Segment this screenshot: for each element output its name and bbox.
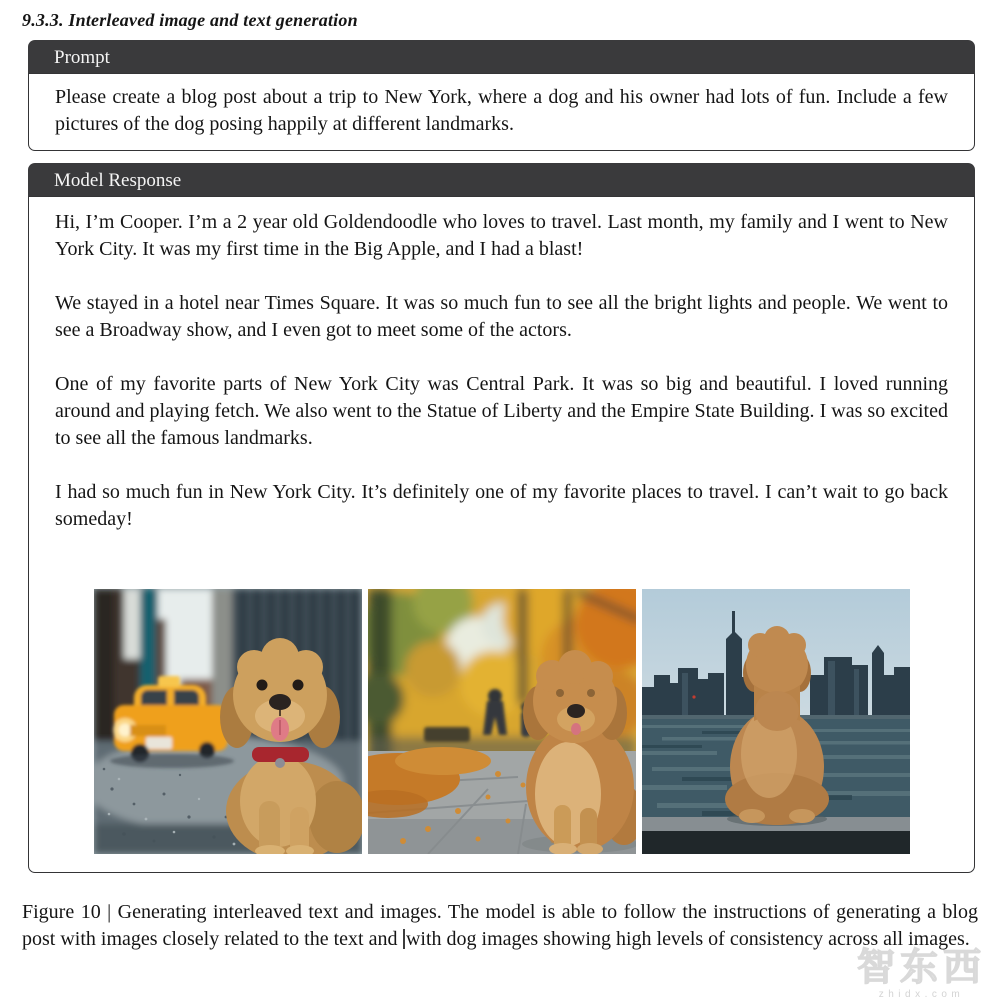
prompt-body (28, 73, 975, 151)
figure-caption (22, 899, 978, 953)
response-paragraph: One of my favorite parts of New York City was Central Park. It was so big and beautiful. I loved running around and playing fetch. We also went to the Statue of Liberty and the Empire State Building. I was so excited to see all the famous landmarks. (55, 373, 948, 449)
generated-image-dog-taxi (94, 589, 362, 854)
generated-image-row (55, 589, 948, 854)
model-response-header-label: Model Response (54, 170, 182, 191)
prompt-header-label: Prompt (54, 47, 110, 68)
model-response-header-bar (28, 163, 975, 196)
generated-image-dog-skyline (642, 589, 910, 854)
response-paragraph: Hi, I’m Cooper. I’m a 2 year old Goldendoodle who loves to travel. Last month, my family and I went to New York City. It was my first time in the Big Apple, and I had a blast! (55, 211, 948, 260)
watermark-domain-text: zhidx.com (878, 989, 965, 1000)
figure-caption-text-1: Figure 10 | Generating interleaved text and images. The model is able to follow the instructions of generating a blog post with images closely related to the text and (22, 901, 978, 950)
response-paragraph: We stayed in a hotel near Times Square. It was so much fun to see all the bright lights and people. We went to see a Broadway show, and I even got to meet some of the actors. (55, 292, 948, 341)
prompt-text: Please create a blog post about a trip to New York, where a dog and his owner had lots of fun. Include a few pictures of the dog posing happily at different landmarks. (55, 86, 948, 135)
model-response-box (28, 163, 975, 873)
figure-caption-text-2: with dog images showing high levels of consistency across all images. (405, 928, 970, 950)
model-response-body (28, 196, 975, 873)
text-cursor-artifact (403, 929, 405, 949)
generated-image-dog-park (368, 589, 636, 854)
section-heading: 9.3.3. Interleaved image and text generation (22, 10, 358, 30)
prompt-box (28, 40, 975, 151)
watermark-logo-text: 智东西 (856, 947, 986, 989)
prompt-header-bar (28, 40, 975, 73)
response-paragraph: I had so much fun in New York City. It’s definitely one of my favorite places to travel. I can’t wait to go back someday! (55, 481, 948, 530)
watermark (857, 948, 986, 1000)
